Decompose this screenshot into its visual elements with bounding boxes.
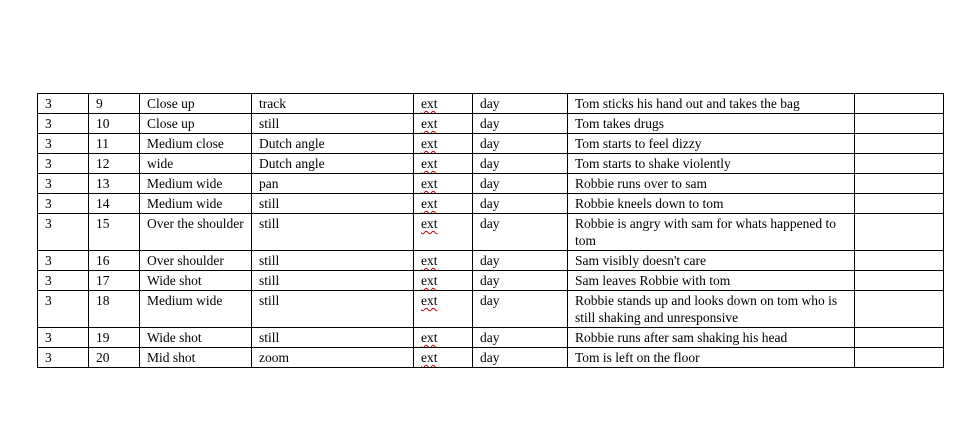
scene-number-cell [38, 271, 89, 291]
action-description-cell [568, 271, 855, 291]
shot-number-text: 13 [96, 176, 110, 191]
time-of-day-text: day [480, 116, 500, 131]
time-of-day-cell [473, 271, 568, 291]
camera-movement-text: track [259, 96, 286, 111]
camera-movement-text: Dutch angle [259, 136, 325, 151]
time-of-day-text: day [480, 350, 500, 365]
scene-number-text: 3 [45, 136, 52, 151]
time-of-day-text: day [480, 273, 500, 288]
table-row [38, 291, 944, 328]
time-of-day-text: day [480, 156, 500, 171]
time-of-day-cell [473, 134, 568, 154]
scene-number-cell [38, 114, 89, 134]
shot-number-cell [89, 251, 140, 271]
camera-movement-text: still [259, 273, 280, 288]
camera-movement-text: Dutch angle [259, 156, 325, 171]
table-row [38, 348, 944, 368]
action-description-text: Sam leaves Robbie with tom [575, 273, 731, 288]
time-of-day-cell [473, 154, 568, 174]
location-cell [414, 271, 473, 291]
location-cell [414, 348, 473, 368]
time-of-day-text: day [480, 196, 500, 211]
notes-cell [855, 291, 944, 328]
shot-type-cell [140, 348, 252, 368]
action-description-text: Tom takes drugs [575, 116, 665, 131]
action-description-text: Tom sticks his hand out and takes the bag [575, 96, 800, 111]
table-row [38, 94, 944, 114]
location-cell [414, 214, 473, 251]
action-description-text: Tom is left on the floor [575, 350, 700, 365]
shot-type-cell [140, 154, 252, 174]
notes-cell [855, 134, 944, 154]
scene-number-text: 3 [45, 156, 52, 171]
notes-cell [855, 214, 944, 251]
scene-number-text: 3 [45, 96, 52, 111]
action-description-cell [568, 194, 855, 214]
notes-cell [855, 271, 944, 291]
location-text: ext [421, 196, 438, 211]
scene-number-text: 3 [45, 350, 52, 365]
shot-type-cell [140, 134, 252, 154]
action-description-text: Sam visibly doesn't care [575, 253, 707, 268]
location-cell [414, 114, 473, 134]
shot-number-text: 16 [96, 253, 110, 268]
shot-type-text: Wide shot [147, 330, 202, 345]
camera-movement-cell [252, 194, 414, 214]
camera-movement-text: still [259, 293, 280, 308]
shot-list-table [37, 93, 944, 368]
shot-number-text: 10 [96, 116, 110, 131]
scene-number-cell [38, 328, 89, 348]
shot-type-text: Medium wide [147, 196, 223, 211]
shot-type-text: wide [147, 156, 174, 171]
shot-type-cell [140, 114, 252, 134]
camera-movement-cell [252, 114, 414, 134]
table-row [38, 328, 944, 348]
time-of-day-cell [473, 94, 568, 114]
shot-type-cell [140, 214, 252, 251]
action-description-text: Robbie runs after sam shaking his head [575, 330, 788, 345]
scene-number-text: 3 [45, 330, 52, 345]
action-description-text: Robbie runs over to sam [575, 176, 707, 191]
location-cell [414, 174, 473, 194]
action-description-cell [568, 251, 855, 271]
table-row [38, 271, 944, 291]
notes-cell [855, 328, 944, 348]
shot-number-text: 9 [96, 96, 103, 111]
scene-number-text: 3 [45, 176, 52, 191]
scene-number-text: 3 [45, 116, 52, 131]
notes-cell [855, 94, 944, 114]
shot-type-text: Wide shot [147, 273, 202, 288]
shot-number-cell [89, 134, 140, 154]
location-text: ext [421, 176, 438, 191]
table-row [38, 174, 944, 194]
scene-number-cell [38, 94, 89, 114]
camera-movement-text: still [259, 216, 280, 231]
scene-number-cell [38, 251, 89, 271]
location-text: ext [421, 156, 438, 171]
shot-type-cell [140, 194, 252, 214]
shot-type-text: Close up [147, 116, 195, 131]
action-description-text: Robbie is angry with sam for whats happened to tom [575, 216, 836, 248]
time-of-day-cell [473, 114, 568, 134]
shot-type-text: Medium close [147, 136, 224, 151]
action-description-text: Tom starts to feel dizzy [575, 136, 702, 151]
location-cell [414, 194, 473, 214]
location-text: ext [421, 273, 438, 288]
shot-number-cell [89, 271, 140, 291]
camera-movement-text: still [259, 196, 280, 211]
location-text: ext [421, 116, 438, 131]
time-of-day-cell [473, 328, 568, 348]
location-text: ext [421, 330, 438, 345]
location-cell [414, 94, 473, 114]
table-row [38, 251, 944, 271]
notes-cell [855, 174, 944, 194]
camera-movement-cell [252, 134, 414, 154]
time-of-day-cell [473, 251, 568, 271]
time-of-day-text: day [480, 96, 500, 111]
camera-movement-text: still [259, 253, 280, 268]
action-description-cell [568, 94, 855, 114]
notes-cell [855, 348, 944, 368]
shot-number-cell [89, 194, 140, 214]
time-of-day-text: day [480, 176, 500, 191]
shot-number-text: 11 [96, 136, 109, 151]
shot-number-cell [89, 214, 140, 251]
action-description-cell [568, 328, 855, 348]
shot-number-cell [89, 348, 140, 368]
camera-movement-cell [252, 154, 414, 174]
scene-number-text: 3 [45, 196, 52, 211]
location-text: ext [421, 350, 438, 365]
action-description-text: Robbie kneels down to tom [575, 196, 724, 211]
shot-type-cell [140, 271, 252, 291]
scene-number-cell [38, 134, 89, 154]
action-description-cell [568, 114, 855, 134]
camera-movement-cell [252, 271, 414, 291]
shot-number-cell [89, 94, 140, 114]
location-text: ext [421, 293, 438, 308]
camera-movement-cell [252, 214, 414, 251]
action-description-cell [568, 291, 855, 328]
shot-number-text: 14 [96, 196, 110, 211]
shot-type-cell [140, 328, 252, 348]
action-description-cell [568, 214, 855, 251]
action-description-text: Robbie stands up and looks down on tom who is still shaking and unresponsive [575, 293, 838, 325]
shot-number-text: 15 [96, 216, 110, 231]
scene-number-cell [38, 291, 89, 328]
time-of-day-cell [473, 348, 568, 368]
table-row [38, 214, 944, 251]
shot-type-text: Over shoulder [147, 253, 224, 268]
shot-number-text: 18 [96, 293, 110, 308]
scene-number-text: 3 [45, 253, 52, 268]
camera-movement-text: still [259, 330, 280, 345]
action-description-cell [568, 134, 855, 154]
notes-cell [855, 114, 944, 134]
notes-cell [855, 194, 944, 214]
shot-number-text: 19 [96, 330, 110, 345]
table-row [38, 194, 944, 214]
scene-number-cell [38, 348, 89, 368]
shot-type-text: Close up [147, 96, 195, 111]
action-description-cell [568, 348, 855, 368]
table-row [38, 154, 944, 174]
table-row [38, 114, 944, 134]
time-of-day-text: day [480, 330, 500, 345]
camera-movement-cell [252, 348, 414, 368]
scene-number-text: 3 [45, 273, 52, 288]
shot-type-cell [140, 94, 252, 114]
camera-movement-cell [252, 251, 414, 271]
shot-type-text: Medium wide [147, 293, 223, 308]
location-cell [414, 328, 473, 348]
shot-number-cell [89, 114, 140, 134]
location-text: ext [421, 216, 438, 231]
location-text: ext [421, 253, 438, 268]
shot-number-cell [89, 291, 140, 328]
camera-movement-cell [252, 94, 414, 114]
time-of-day-cell [473, 214, 568, 251]
location-cell [414, 251, 473, 271]
location-cell [414, 291, 473, 328]
scene-number-cell [38, 154, 89, 174]
shot-number-cell [89, 174, 140, 194]
time-of-day-cell [473, 291, 568, 328]
action-description-cell [568, 154, 855, 174]
time-of-day-cell [473, 174, 568, 194]
camera-movement-cell [252, 174, 414, 194]
action-description-text: Tom starts to shake violently [575, 156, 731, 171]
location-cell [414, 134, 473, 154]
camera-movement-text: still [259, 116, 280, 131]
shot-type-text: Medium wide [147, 176, 223, 191]
camera-movement-cell [252, 328, 414, 348]
shot-type-text: Over the shoulder [147, 216, 244, 231]
shot-number-text: 12 [96, 156, 110, 171]
time-of-day-cell [473, 194, 568, 214]
camera-movement-text: zoom [259, 350, 289, 365]
shot-number-text: 20 [96, 350, 110, 365]
notes-cell [855, 251, 944, 271]
scene-number-cell [38, 214, 89, 251]
scene-number-text: 3 [45, 216, 52, 231]
shot-type-text: Mid shot [147, 350, 196, 365]
scene-number-cell [38, 174, 89, 194]
scene-number-text: 3 [45, 293, 52, 308]
camera-movement-cell [252, 291, 414, 328]
action-description-cell [568, 174, 855, 194]
scene-number-cell [38, 194, 89, 214]
shot-type-cell [140, 174, 252, 194]
location-text: ext [421, 136, 438, 151]
table-row [38, 134, 944, 154]
shot-number-text: 17 [96, 273, 110, 288]
shot-number-cell [89, 154, 140, 174]
shot-type-cell [140, 291, 252, 328]
notes-cell [855, 154, 944, 174]
time-of-day-text: day [480, 293, 500, 308]
shot-number-cell [89, 328, 140, 348]
location-text: ext [421, 96, 438, 111]
time-of-day-text: day [480, 253, 500, 268]
time-of-day-text: day [480, 216, 500, 231]
shot-type-cell [140, 251, 252, 271]
camera-movement-text: pan [259, 176, 279, 191]
time-of-day-text: day [480, 136, 500, 151]
location-cell [414, 154, 473, 174]
